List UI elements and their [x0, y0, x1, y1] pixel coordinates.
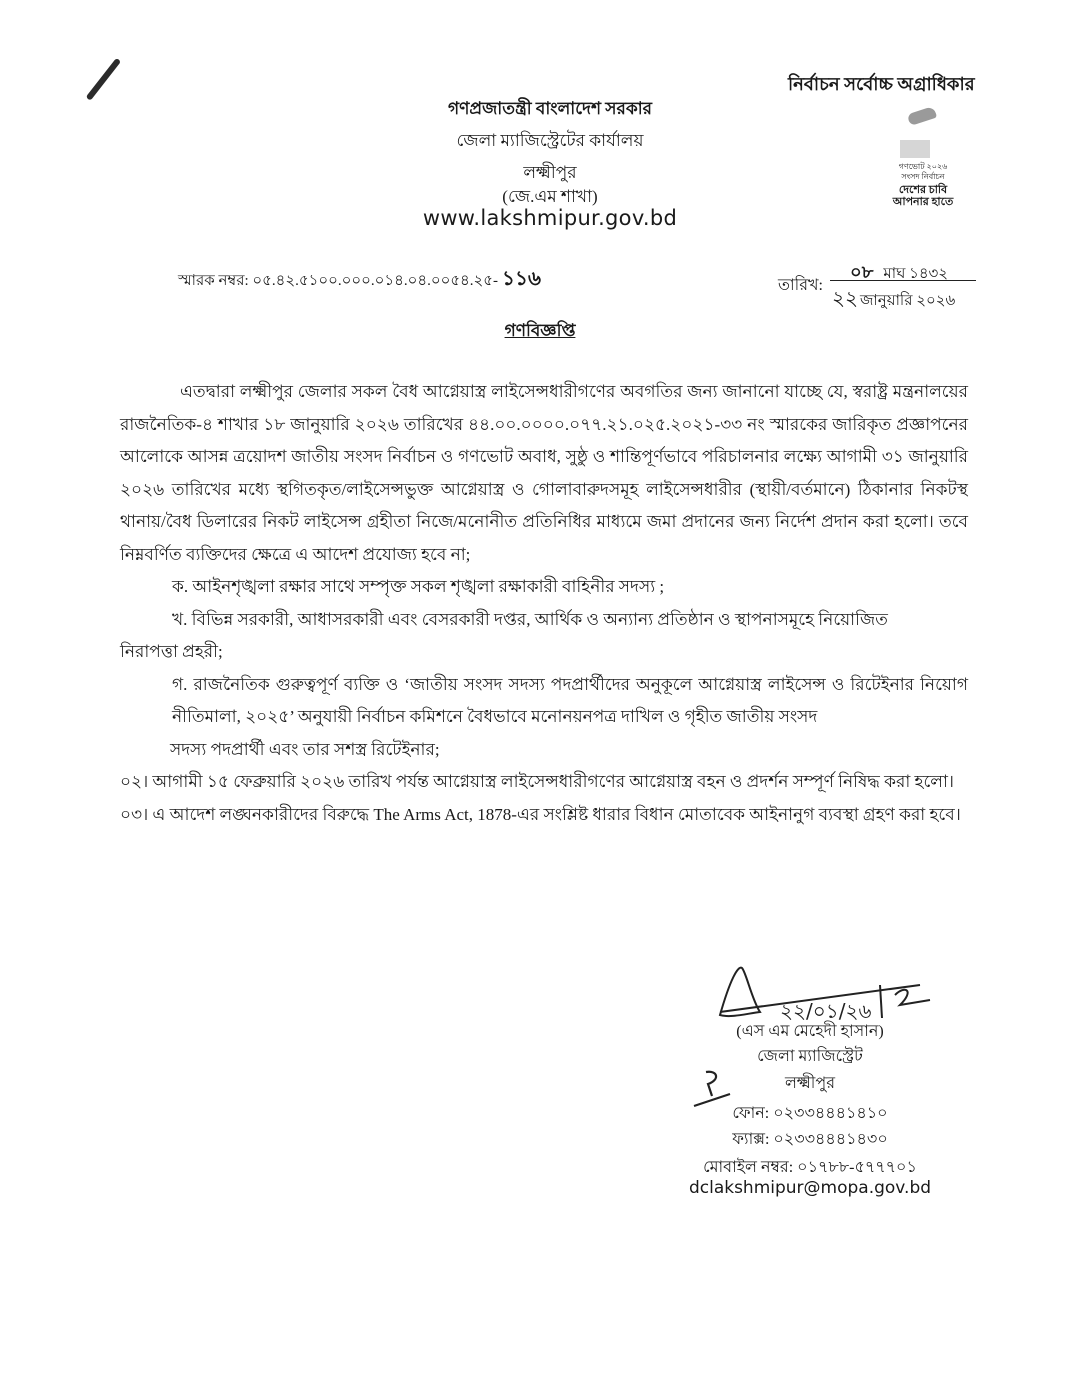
notice-body [120, 376, 968, 831]
letterhead-branch: (জে.এম শাখা) [502, 187, 598, 206]
logo-line-4: আপনার হাতে [892, 196, 954, 208]
bangla-month-year: মাঘ ১৪৩২ [883, 266, 949, 282]
memo-handwritten-suffix: ১১৬ [502, 266, 541, 290]
bangla-day: ০৮ [850, 262, 874, 282]
election-logo [878, 110, 968, 230]
date-block [778, 256, 978, 316]
paragraph-1: এতদ্বারা লক্ষ্মীপুর জেলার সকল বৈধ আগ্নেয়াস্ত্র লাইসেন্সধারীগণের অবগতির জন্য জানানো যাচ্ছে যে, স্বরাষ্ট্র মন্ত্রনালয়ের রাজনৈতিক-৪ শাখার ১৮ জানুয়ারি ২০২৬ তারিখের ৪৪.০০.০০০০.০৭৭.২১.০২৫.২০২১-৩৩ নং স্মারকের জারিকৃত প্রজ্ঞাপনের আলোকে আসন্ন ত্রয়োদশ জাতীয় সংসদ নির্বাচন ও গণভোট অবাধ, সুষ্ঠু ও শান্তিপূর্ণভাবে পরিচালনার লক্ষ্যে আগামী ৩১ জানুয়ারি ২০২৬ তারিখের মধ্যে স্থগিতকৃত/লাইসেন্সভুক্ত আগ্নেয়াস্ত্র ও গোলাবারুদসমূহ লাইসেন্সধারীর (স্থায়ী/বর্তমানে) ঠিকানার নিকটস্থ থানায়/বৈধ ডিলারের নিকট লাইসেন্স গ্রহীতা নিজে/মনোনীত প্রতিনিধির মাধ্যমে জমা প্রদানের জন্য নির্দেশ প্রদান করা হলো। তবে নিম্নবর্ণিত ব্যক্তিদের ক্ষেত্রে এ আদেশ প্রযোজ্য হবে না; [120, 382, 968, 564]
exception-ga-cont: সদস্য পদপ্রার্থী এবং তার সশস্ত্র রিটেইনার; [170, 739, 440, 759]
date-label: তারিখ: [778, 277, 823, 294]
signatory-district: লক্ষ্মীপুর [784, 1075, 836, 1092]
pen-mark [86, 58, 122, 101]
mobile: মোবাইল নম্বর: ০১৭৮৮-৫৭৭৭০১ [703, 1159, 917, 1176]
paragraph-3: ০৩। এ আদেশ লঙ্ঘনকারীদের বিরুদ্ধে The Arms Act, 1878-এর সংশ্লিষ্ট ধারার বিধান মোতাবেক আইনানুগ ব্যবস্থা গ্রহণ করা হবে। [120, 804, 961, 824]
logo-line-1: গণভোট ২০২৬ [898, 162, 948, 171]
logo-line-3: দেশের চাবি [898, 184, 948, 196]
exception-kha-cont: নিরাপত্তা প্রহরী; [120, 642, 223, 661]
english-month-year: জানুয়ারি ২০২৬ [860, 293, 956, 309]
fax: ফ্যাক্স: ০২৩৩৪৪৪১৪৩০ [732, 1131, 888, 1148]
english-day: ২২ [832, 288, 859, 310]
paragraph-2: ০২। আগামী ১৫ ফেব্রুয়ারি ২০২৬ তারিখ পর্যন্ত আগ্নেয়াস্ত্র লাইসেন্সধারীগণের আগ্নেয়াস্ত্র বহন ও প্রদর্শন সম্পূর্ণ নিষিদ্ধ করা হলো। [120, 772, 954, 791]
exception-ga: গ. রাজনৈতিক গুরুত্বপূর্ণ ব্যক্তি ও ‘জাতীয় সংসদ সদস্য পদপ্রার্থীদের অনুকূলে আগ্নেয়াস্ত্র লাইসেন্স ও রিটেইনার নিয়োগ নীতিমালা, ২০২৫’ অনুযায়ী নির্বাচন কমিশনে বৈধভাবে মনোনয়নপত্র দাখিল ও গৃহীত জাতীয় সংসদ [172, 674, 968, 726]
memo-label: স্মারক নম্বর: [178, 273, 249, 289]
english-date [832, 284, 978, 317]
signatory-name: (এস এম মেহেদী হাসান) [736, 1023, 884, 1040]
letterhead-website[interactable]: www.lakshmipur.gov.bd [422, 206, 678, 230]
exception-ka: ক. আইনশৃঙ্খলা রক্ষার সাথে সম্পৃক্ত সকল শৃঙ্খলা রক্ষাকারী বাহিনীর সদস্য ; [172, 577, 665, 596]
notice-title-wrap [0, 318, 1080, 346]
signatory-designation: জেলা ম্যাজিস্ট্রেট [757, 1048, 863, 1065]
ballot-box-icon [900, 140, 930, 158]
phone: ফোন: ০২৩৩৪৪৪১৪১০ [732, 1105, 888, 1122]
memo-value: ০৫.৪২.৫১০০.০০০.০১৪.০৪.০০৫৪.২৫- [252, 273, 499, 289]
exception-kha: খ. বিভিন্ন সরকারী, আধাসরকারী এবং বেসরকারী দপ্তর, আর্থিক ও অন্যান্য প্রতিষ্ঠান ও স্থাপনাসমূহে নিয়োজিত [172, 609, 888, 629]
letterhead-office: জেলা ম্যাজিস্ট্রেটের কার্যালয় [456, 131, 644, 150]
letterhead-district: লক্ষ্মীপুর [523, 163, 577, 182]
date-divider [830, 280, 976, 281]
priority-banner: নির্বাচন সর্বোচ্চ অগ্রাধিকার [788, 74, 975, 94]
voting-hand-icon [907, 106, 937, 126]
memo-number [178, 264, 541, 297]
notice-title: গণবিজ্ঞপ্তি [504, 321, 576, 340]
signature-flourish [895, 990, 930, 1005]
email[interactable]: dclakshmipur@mopa.gov.bd [688, 1178, 932, 1198]
logo-line-2: সংসদ নির্বাচন [901, 172, 945, 181]
signature-date: ২২/০১/২৬ [780, 999, 872, 1023]
letterhead-government: গণপ্রজাতন্ত্রী বাংলাদেশ সরকার [447, 99, 653, 118]
